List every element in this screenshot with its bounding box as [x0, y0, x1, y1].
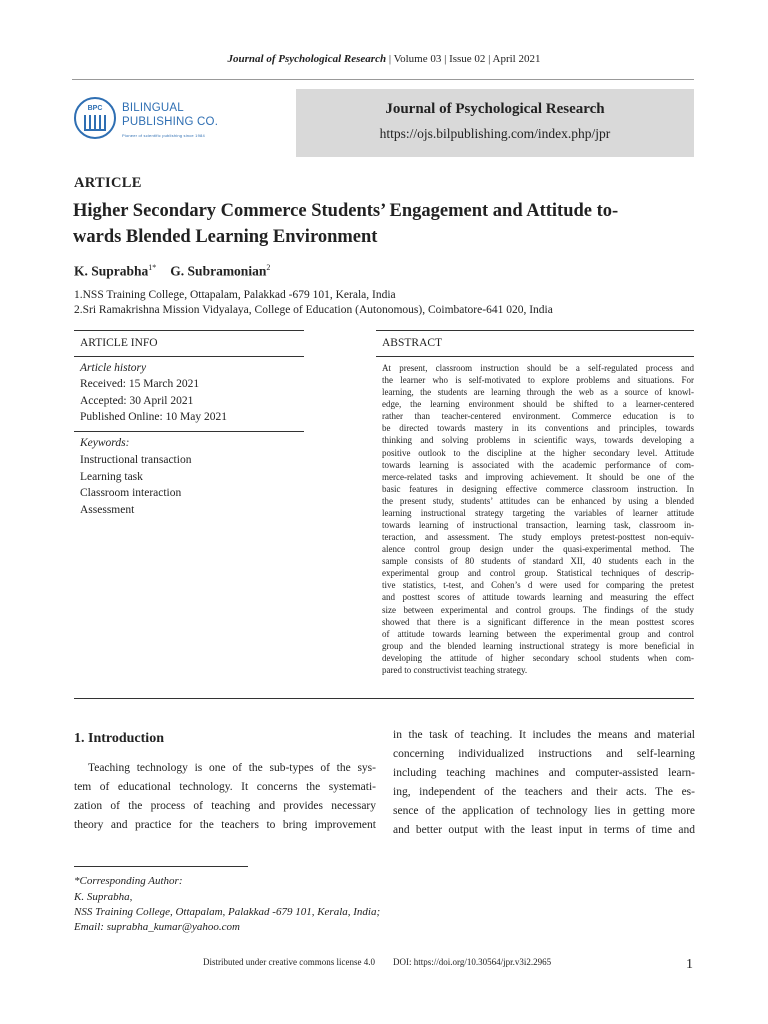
article-type-label: ARTICLE	[74, 175, 142, 191]
affiliation-1: 1.NSS Training College, Ottapalam, Palakkad -679 101, Kerala, India	[74, 289, 396, 301]
abstract-bottom-rule	[74, 698, 694, 699]
abstract-heading-rule	[376, 356, 694, 357]
abstract-line: learning instructional strategy targeting the variables of learner attitude	[382, 507, 694, 518]
journal-banner	[72, 89, 694, 157]
abstract-line: developing the attitude of higher secondary school students when com-	[382, 652, 694, 663]
keywords-label: Keywords:	[80, 437, 130, 449]
header-rule	[72, 79, 694, 80]
abstract-line: towards learning of instructional transaction, learning task, classroom in-	[382, 520, 694, 531]
abstract-line: learning, the students are learning through the web as a source of knowl-	[382, 387, 694, 398]
article-info-heading: ARTICLE INFO	[80, 337, 158, 349]
abstract-line: alence control group design under the quasi-experimental method. The	[382, 544, 694, 555]
author-name: K. Suprabha	[74, 263, 149, 279]
abstract-line: showed that there is a significant difference in the mean posttest scores	[382, 616, 694, 627]
abstract-heading: ABSTRACT	[382, 337, 443, 349]
abstract-line: rather than teacher-centered environment. Commerce education is to	[382, 411, 694, 422]
abstract-body	[382, 362, 694, 676]
info-top-rule	[74, 330, 304, 331]
abstract-line: merce-related tasks and improving achievement. It should be one of the	[382, 471, 694, 482]
running-header	[0, 53, 768, 65]
abstract-line: edge, the learning environment should be shifted to a learner-centered	[382, 399, 694, 410]
logo-line1: BILINGUAL	[122, 102, 184, 114]
abstract-line: sample consists of 80 students of standard XII, 40 students each in the	[382, 556, 694, 567]
abstract-top-rule	[376, 330, 694, 331]
affiliation-2: 2.Sri Ramakrishna Mission Vidyalaya, College of Education (Autonomous), Coimbatore-641 020, India	[74, 304, 553, 316]
paragraph-line: zation of the process of teaching and provides necessary	[74, 800, 376, 812]
paragraph-line: in the task of teaching. It includes the means and material	[393, 729, 695, 741]
abstract-line: teraction, and assessment. The study employs pretest-posttest non-equiv-	[382, 532, 694, 543]
abstract-line: At present, classroom instruction should be a self-regulated process and	[382, 363, 694, 373]
keyword: Instructional transaction	[80, 454, 192, 466]
abstract-line: experimental group and control group. Statistical techniques of descrip-	[382, 568, 694, 579]
abstract-line: be directed towards mastery in its conventions and principles, towards	[382, 423, 694, 434]
article-title-line1: Higher Secondary Commerce Students’ Engagement and Attitude to-	[73, 201, 619, 221]
author-affiliation-mark: 1*	[148, 263, 157, 272]
abstract-line: towards learning is associated with the academic performance of com-	[382, 459, 694, 470]
info-mid-rule	[74, 431, 304, 432]
doi-link[interactable]: DOI: https://doi.org/10.30564/jpr.v3i2.2965	[393, 957, 552, 967]
paragraph-line: tem of educational technology. It concerns the systemati-	[74, 781, 376, 793]
paragraph-line: sence of the application of technology lies in getting more	[393, 805, 695, 817]
section-heading-introduction: 1. Introduction	[74, 731, 164, 746]
page-number: 1	[686, 957, 693, 972]
abstract-line: basic features in designing effective commerce classroom instruction. In	[382, 483, 694, 494]
article-title	[73, 198, 695, 250]
logo-abbr: BPC	[87, 105, 103, 112]
info-heading-rule	[74, 356, 304, 357]
keyword: Assessment	[80, 504, 135, 516]
abstract-line: pared to constructivist teaching strategy.	[382, 664, 528, 675]
received-date: Received: 15 March 2021	[80, 378, 200, 390]
banner-title-box	[296, 89, 694, 157]
article-history-label: Article history	[80, 362, 147, 374]
abstract-line: the present study, students’ attitudes can be enhanced by using a blended	[382, 495, 694, 506]
abstract-line: positive outlook to the discipline at the higher secondary level. Attitude	[382, 447, 694, 458]
author-list	[74, 263, 270, 280]
published-date: Published Online: 10 May 2021	[80, 411, 227, 423]
article-title-line2: wards Blended Learning Environment	[73, 227, 378, 247]
logo-line2: PUBLISHING CO.	[122, 116, 219, 128]
abstract-line: of attitude towards learning between the experimental group and control	[382, 628, 694, 639]
keyword: Learning task	[80, 471, 143, 483]
paragraph-line: including teaching machines and computer-assisted learn-	[393, 767, 695, 779]
license-note: Distributed under creative commons license 4.0	[203, 957, 375, 967]
running-header-issue: | Volume 03 | Issue 02 | April 2021	[386, 53, 541, 65]
accepted-date: Accepted: 30 April 2021	[80, 395, 194, 407]
logo-building-icon	[84, 115, 106, 131]
abstract-line: the learner who is self-motivated to explore problems and situations. For	[382, 375, 694, 386]
banner-journal-title: Journal of Psychological Research	[385, 101, 605, 117]
paragraph-line: and better output with the least input in terms of time and	[393, 824, 695, 836]
publisher-seal-icon	[74, 97, 116, 139]
abstract-line: tive statistics, t-test, and Cohen’s d were used for comparing the pretest	[382, 580, 694, 591]
logo-tagline: Pioneer of scientific publishing since 1984	[122, 133, 205, 138]
author-name: G. Subramonian	[170, 263, 267, 279]
abstract-line: and posttest scores of attitude towards learning and measuring the effect	[382, 592, 694, 603]
footnote-line: *Corresponding Author:	[74, 875, 183, 887]
intro-left-column	[74, 759, 376, 835]
author-affiliation-mark: 2	[266, 263, 271, 272]
footnote-line: K. Suprabha,	[74, 891, 133, 903]
journal-url-link[interactable]: https://ojs.bilpublishing.com/index.php/jpr	[379, 126, 611, 141]
footnote-line: NSS Training College, Ottapalam, Palakkad -679 101, Kerala, India;	[74, 906, 381, 918]
abstract-line: size between experimental and control groups. The findings of the study	[382, 604, 694, 615]
paragraph-line: ing, independent of the teachers and their acts. The es-	[393, 786, 695, 798]
publisher-logo	[72, 89, 296, 157]
corresponding-email[interactable]: Email: suprabha_kumar@yahoo.com	[74, 921, 240, 933]
paragraph-line: Teaching technology is one of the sub-types of the sys-	[88, 762, 376, 774]
intro-right-column	[393, 726, 695, 840]
abstract-line: group and the blended learning instructional strategy is more beneficial in	[382, 640, 694, 651]
paragraph-line: concerning individualized instructions and self-learning	[393, 748, 695, 760]
paragraph-line: theory and practice for the teachers to bring improvement	[74, 819, 376, 831]
abstract-line: thinking and solving problems in scientific ways, towards developing a	[382, 435, 694, 446]
footnote-rule	[74, 866, 248, 867]
keyword: Classroom interaction	[80, 487, 182, 499]
running-header-journal: Journal of Psychological Research	[227, 53, 387, 65]
logo-name	[122, 101, 218, 129]
